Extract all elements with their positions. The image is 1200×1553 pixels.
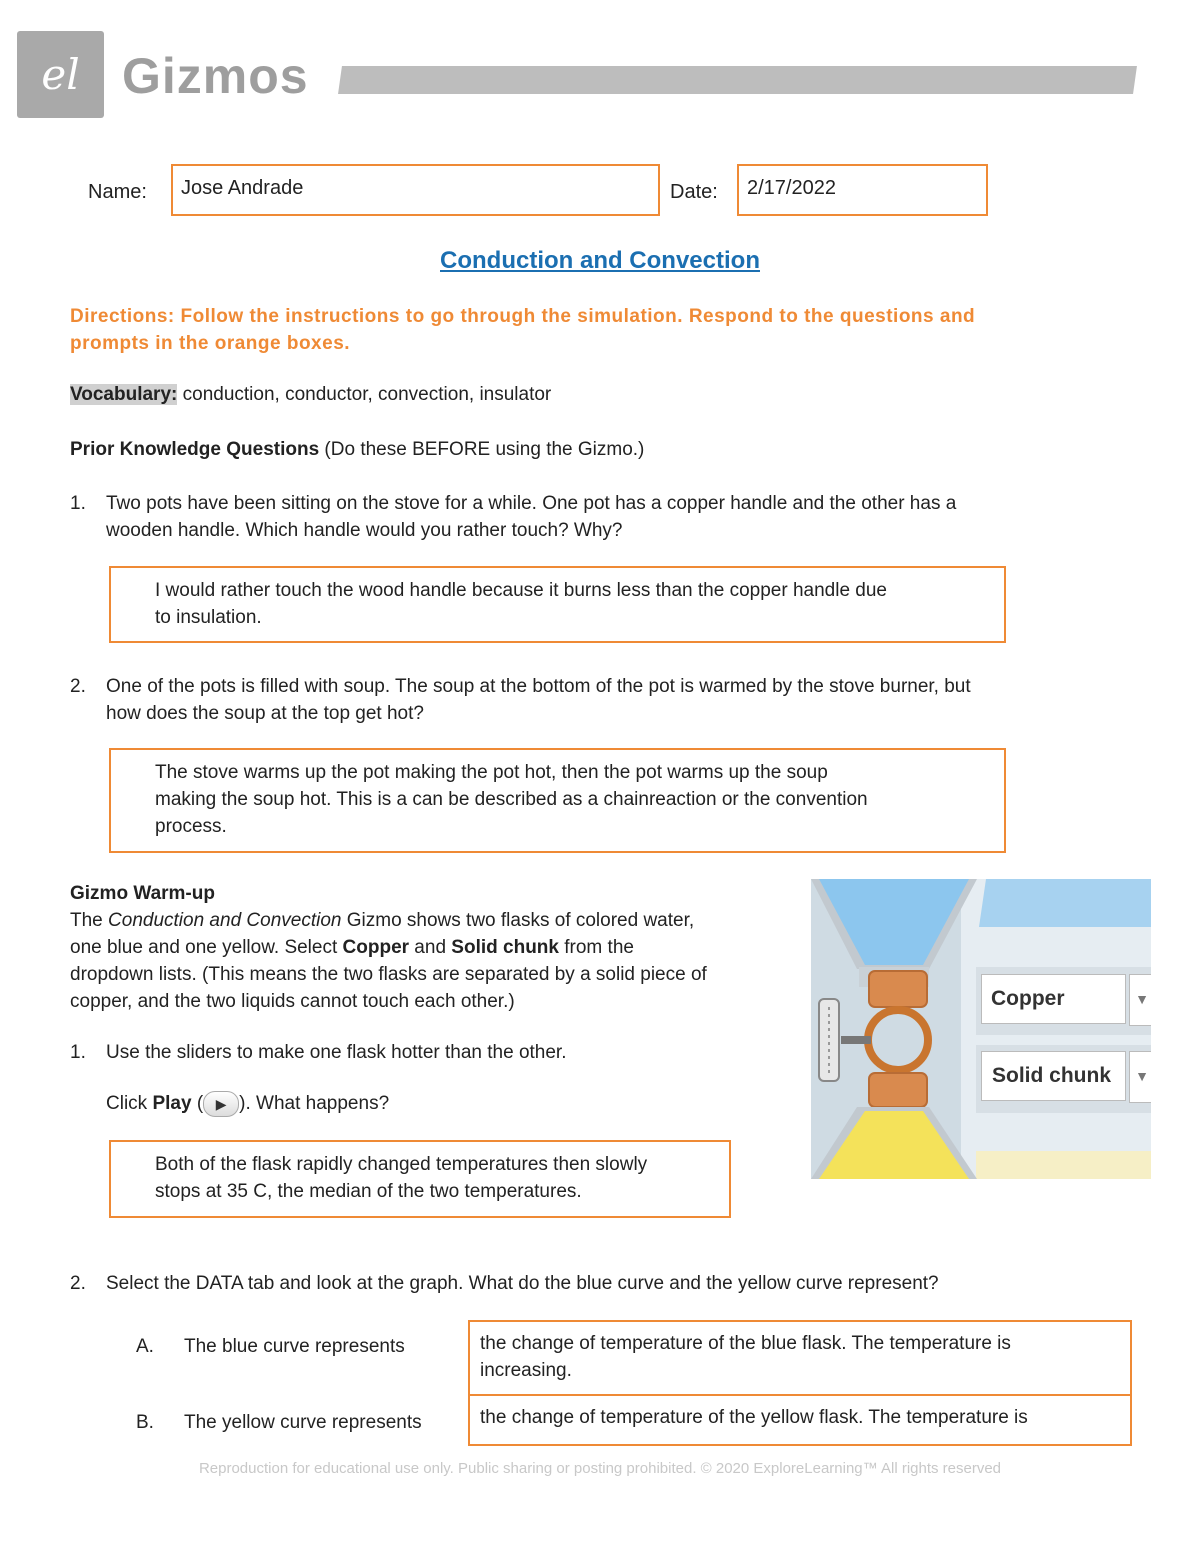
row-b-letter: B. bbox=[136, 1412, 154, 1433]
date-field[interactable] bbox=[737, 164, 988, 216]
header-bar bbox=[338, 66, 1137, 94]
warmup-para-line-4: copper, and the two liquids cannot touch each other.) bbox=[70, 991, 515, 1012]
copper-chunk-top bbox=[869, 971, 927, 1007]
warmup-para-line-2: one blue and one yellow. Select Copper and Solid chunk from the bbox=[70, 937, 634, 958]
prior-q1-number: 1. bbox=[70, 493, 86, 514]
gizmo-top-tab bbox=[979, 879, 1151, 927]
material-dropdown-value: Copper bbox=[991, 987, 1065, 1010]
row-a-answer-line-1: the change of temperature of the blue flask. The temperature is bbox=[480, 1333, 1011, 1354]
warmup-section bbox=[70, 880, 810, 1015]
prior-q2-number: 2. bbox=[70, 676, 86, 697]
row-a-label: The blue curve represents bbox=[184, 1336, 405, 1357]
barrier-dropdown-value: Solid chunk bbox=[992, 1064, 1112, 1087]
barrier-dropdown[interactable] bbox=[981, 1051, 1126, 1101]
logo-mark: el bbox=[41, 50, 80, 99]
prior-note: (Do these BEFORE using the Gizmo.) bbox=[319, 439, 645, 460]
prior-q2-line-1: One of the pots is filled with soup. The soup at the bottom of the pot is warmed by the stove burner, but bbox=[106, 676, 971, 697]
row-a-letter: A. bbox=[136, 1336, 154, 1357]
prior-q2 bbox=[106, 673, 1116, 727]
warmup-heading: Gizmo Warm-up bbox=[70, 883, 215, 904]
prior-heading: Prior Knowledge Questions bbox=[70, 439, 320, 460]
directions bbox=[70, 303, 1070, 357]
footer-copyright: Reproduction for educational use only. Public sharing or posting prohibited. © 2020 ExploreLearning™ All rights reserved bbox=[198, 1460, 1002, 1477]
page-title: Conduction and Convection bbox=[440, 247, 760, 274]
prior-heading-line bbox=[70, 436, 644, 463]
directions-line-1: Directions: Follow the instructions to go through the simulation. Respond to the questions and bbox=[70, 306, 976, 327]
prior-answer-2-line-2: making the soup hot. This is a can be described as a chainreaction or the convention bbox=[155, 789, 868, 810]
warmup-answer-1[interactable] bbox=[109, 1140, 731, 1218]
prior-q2-line-2: how does the soup at the top get hot? bbox=[106, 703, 424, 724]
warmup-click-line: Click Play ( ▶ ). What happens? bbox=[106, 1090, 389, 1117]
prior-answer-2-line-1: The stove warms up the pot making the pot hot, then the pot warms up the soup bbox=[155, 762, 828, 783]
row-a-answer[interactable] bbox=[468, 1320, 1132, 1396]
prior-q1 bbox=[106, 490, 1106, 544]
valve-handle bbox=[819, 999, 839, 1081]
name-label: Name: bbox=[88, 181, 147, 203]
directions-line-2: prompts in the orange boxes. bbox=[70, 333, 351, 354]
material-dropdown[interactable] bbox=[981, 974, 1126, 1024]
warmup-answer-1-line-1: Both of the flask rapidly changed temperatures then slowly bbox=[155, 1154, 648, 1175]
prior-answer-2-line-3: process. bbox=[155, 816, 227, 837]
row-b-label: The yellow curve represents bbox=[184, 1412, 422, 1433]
warmup-q2: Select the DATA tab and look at the graph. What do the blue curve and the yellow curve represent? bbox=[106, 1273, 939, 1294]
brand-name: Gizmos bbox=[122, 48, 309, 104]
gizmo-illustration bbox=[811, 879, 1151, 1179]
prior-answer-1-line-2: to insulation. bbox=[155, 607, 262, 628]
warmup-q1-number: 1. bbox=[70, 1042, 86, 1063]
prior-answer-1-line-1: I would rather touch the wood handle because it burns less than the copper handle due bbox=[155, 580, 888, 601]
vocabulary-line bbox=[70, 381, 551, 408]
date-value: 2/17/2022 bbox=[747, 177, 836, 199]
copper-chunk-bottom bbox=[869, 1073, 927, 1107]
name-field[interactable] bbox=[171, 164, 660, 216]
prior-answer-2[interactable] bbox=[109, 748, 1006, 853]
warmup-q2-number: 2. bbox=[70, 1273, 86, 1294]
name-value: Jose Andrade bbox=[181, 177, 304, 199]
chevron-down-icon[interactable]: ▼ bbox=[1129, 1051, 1151, 1103]
date-label: Date: bbox=[670, 181, 718, 203]
warmup-para-line-3: dropdown lists. (This means the two flasks are separated by a solid piece of bbox=[70, 964, 707, 985]
row-a-answer-line-2: increasing. bbox=[480, 1360, 572, 1381]
row-b-answer-line-1: the change of temperature of the yellow flask. The temperature is bbox=[480, 1407, 1028, 1428]
row-b-answer[interactable] bbox=[468, 1394, 1132, 1446]
chevron-down-icon[interactable]: ▼ bbox=[1129, 974, 1151, 1026]
play-icon: ▶ bbox=[203, 1091, 239, 1117]
warmup-para-line-1: The Conduction and Convection Gizmo shows two flasks of colored water, bbox=[70, 910, 695, 931]
prior-q1-line-1: Two pots have been sitting on the stove for a while. One pot has a copper handle and the other has a bbox=[106, 493, 957, 514]
gizmo-screenshot bbox=[811, 879, 1151, 1179]
prior-q1-line-2: wooden handle. Which handle would you rather touch? Why? bbox=[106, 520, 623, 541]
warmup-q1: Use the sliders to make one flask hotter than the other. bbox=[106, 1042, 567, 1063]
prior-answer-1[interactable] bbox=[109, 566, 1006, 643]
vocabulary-label: Vocabulary: bbox=[70, 384, 178, 405]
vocabulary-terms: conduction, conductor, convection, insulator bbox=[177, 384, 552, 405]
warmup-answer-1-line-2: stops at 35 C, the median of the two temperatures. bbox=[155, 1181, 582, 1202]
